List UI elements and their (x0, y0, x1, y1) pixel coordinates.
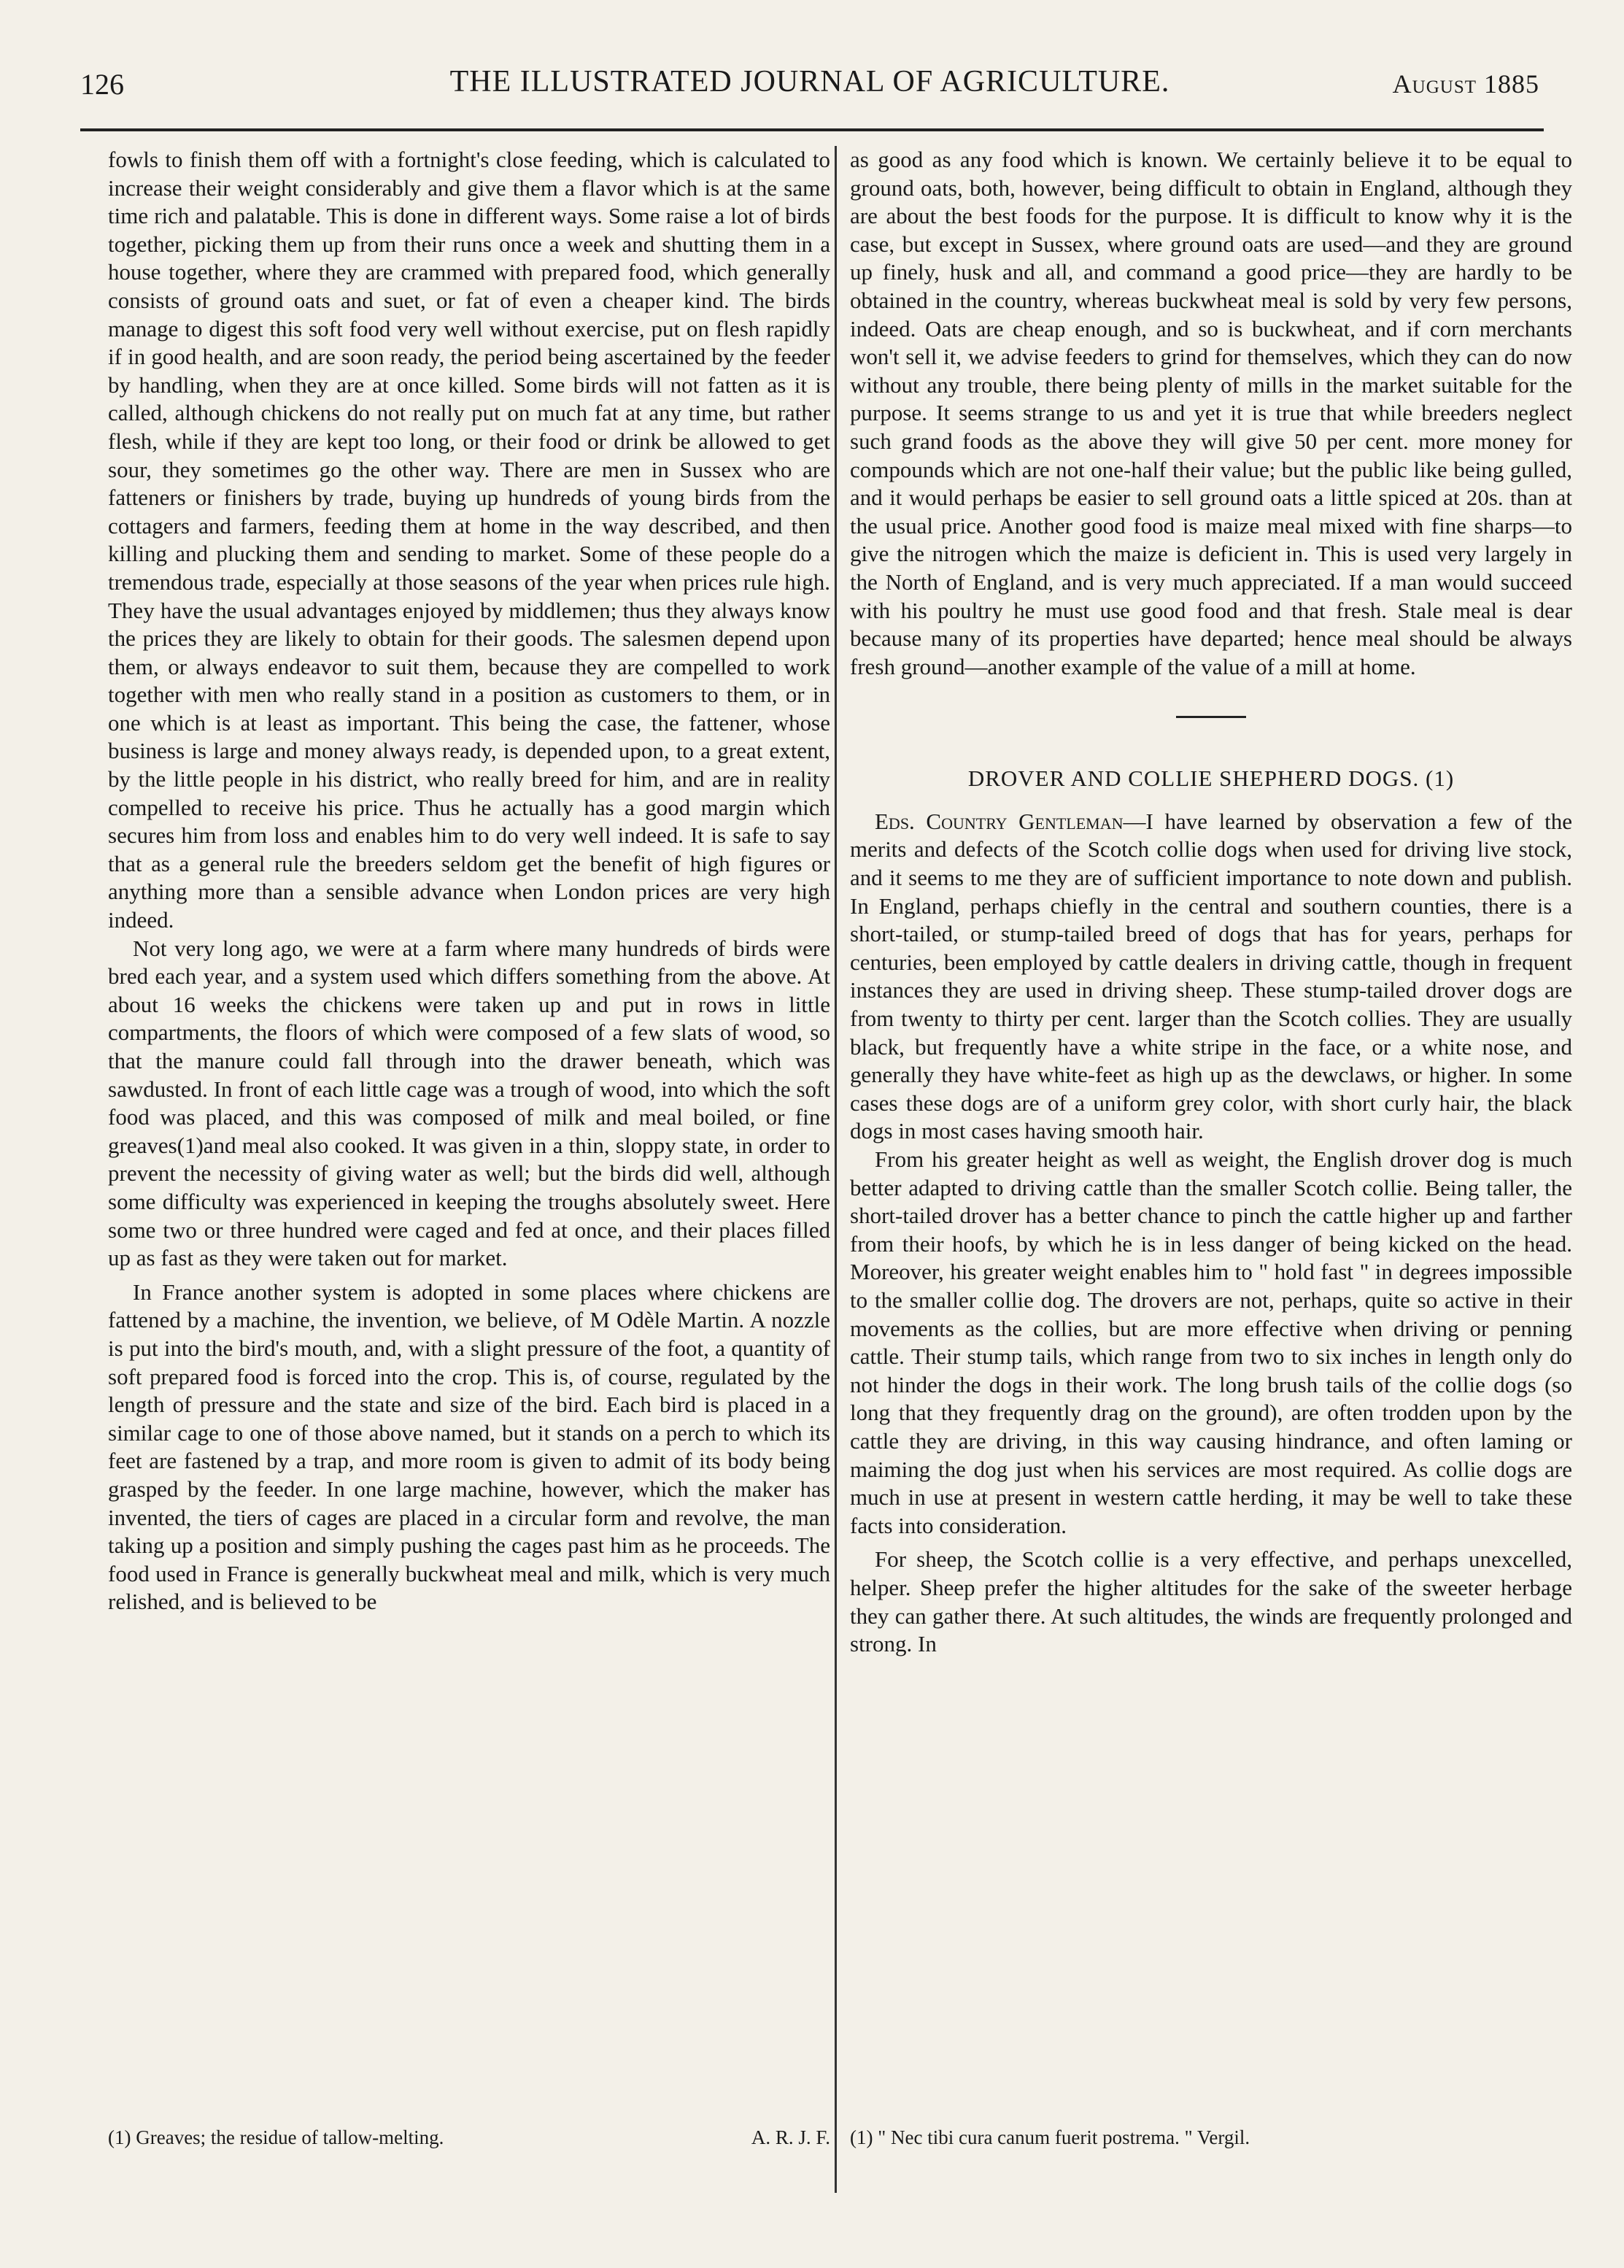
journal-title: THE ILLUSTRATED JOURNAL OF AGRICULTURE. (449, 65, 1170, 99)
salutation: Eds. Country Gentleman (875, 808, 1124, 834)
paragraph (850, 808, 1572, 1146)
footnote-signature: A. R. J. F. (751, 2126, 830, 2148)
page-header (80, 64, 1539, 108)
paragraph: For sheep, the Scotch collie is a very effective, and perhaps unexcelled, helper. Sheep prefer the higher altitudes for the sake of the sweeter herbage they can gather there. At such altitudes, the winds are frequently prolonged and strong. In (850, 1546, 1572, 1657)
paragraph: as good as any food which is known. We certainly believe it to be equal to ground oats, both, however, being difficult to obtain in England, although they are about the best foods for the purpose. It is difficult to know why it is the case, but except in Sussex, where ground oats are used—and they are ground up finely, husk and all, and command a good price—they are hardly to be obtained in the country, whereas buckwheat meal is sold by very few persons, indeed. Oats are cheap enough, and so is buckwheat, and if corn merchants won't sell it, we advise feeders to grind for themselves, which they can do now without any trouble, there being plenty of mills in the market suitable for the purpose. It seems strange to us and yet it is true that while breeders neglect such grand foods as the above they will give 50 per cent. more money for compounds which are not one-half their value; but the public like being gulled, and it would perhaps be easier to sell ground oats a little spiced at 20s. than at the usual price. Another good food is maize meal mixed with fine sharps—to give the nitrogen which the maize is deficient in. This is used very largely in the North of England, and is very much appreciated. If a man would succeed with his poultry he must use good food and that fresh. Stale meal is dear because many of its properties have departed; hence meal should be always fresh ground—another example of the value of a mill at home. (850, 147, 1572, 679)
right-column (850, 146, 1572, 1659)
section-title: DROVER AND COLLIE SHEPHERD DOGS. (1) (967, 765, 1455, 792)
left-column (108, 146, 830, 1616)
footnote-text: (1) " Nec tibi cura canum fuerit postrema. " Vergil. (850, 2126, 1250, 2148)
footnote-left (108, 2125, 830, 2150)
paragraph: Not very long ago, we were at a farm where many hundreds of birds were bred each year, and a system used which differs something from the above. At about 16 weeks the chickens were taken up and put in rows in little compartments, the floors of which were composed of a few slats of wood, so that the manure could fall through into the drawer beneath, which was sawdusted. In front of each little cage was a trough of wood, into which the soft food was placed, and this was composed of milk and meal boiled, or fine greaves(1)and meal also cooked. It was given in a thin, sloppy state, in order to prevent the necessity of giving water as well; but the birds did well, although some difficulty was experienced in keeping the troughs absolutely sweet. Here some two or three hundred were caged and fed at once, and their places filled up as fast as they were taken out for market. (108, 935, 830, 1271)
section-separator (1176, 716, 1246, 718)
paragraph: From his greater height as well as weight, the English drover dog is much better adapted to driving cattle than the smaller Scotch collie. Being taller, the short-tailed drover has a better chance to pinch the cattle higher up and farther from their hoofs, by which he is in less danger of being kicked on the head. Moreover, his greater weight enables him to " hold fast " in degrees impossible to the smaller collie dog. The drovers are not, perhaps, quite so active in their movements as the collies, but are more effective when driving or penning cattle. Their stump tails, which range from two to six inches in length only do not hinder the dogs in their work. The long brush tails of the collie dogs (so long that they frequently drag on the ground), are often trodden upon by the cattle they are driving, in this way causing hindrance, and often laming or maiming the dog just when his services are most required. As collie dogs are much in use at present in western cattle herding, it may be well to take these facts into consideration. (850, 1146, 1572, 1538)
header-rule (80, 128, 1544, 131)
footnote-text: (1) Greaves; the residue of tallow-melting. (108, 2126, 444, 2148)
footnote-right (850, 2125, 1572, 2150)
column-divider (835, 146, 837, 2193)
paragraph: In France another system is adopted in some places where chickens are fattened by a machine, the invention, we believe, of M Odèle Martin. A nozzle is put into the bird's mouth, and, with a slight pressure of the foot, a quantity of soft prepared food is forced into the crop. This is, of course, regulated by the length of pressure and the state and size of the bird. Each bird is placed in a similar cage to one of those above named, but it stands on a perch to which its feet are fastened by a trap, and more room is given to admit of its body being grasped by the feeder. In one large machine, however, which the maker has invented, the tiers of cages are placed in a circular form and revolve, the man taking up a position and simply pushing the cages past him as he proceeds. The food used in France is generally buckwheat meal and milk, which is very much relished, and is believed to be (108, 1278, 830, 1615)
page-number: 126 (80, 68, 124, 101)
paragraph-text: —I have learned by observation a few of the merits and defects of the Scotch collie dogs when used for driving live stock, and it seems to me they are of sufficient importance to note down and publish. In England, perhaps chiefly in the central and southern counties, there is a short-tailed, or stump-tailed breed of dogs that has for years, perhaps for centuries, been employed by cattle dealers in driving cattle, though in frequent instances they are used in driving sheep. These stump-tailed drover dogs are from twenty to thirty per cent. larger than the Scotch collies. They are usually black, but frequently have a white stripe in the face, or a white nose, and generally they have white-feet as high up as the dewclaws, or higher. In some cases these dogs are of a uniform grey color, with short curly hair, the black dogs in most cases having smooth hair. (850, 808, 1572, 1144)
paragraph: fowls to finish them off with a fortnight's close feeding, which is calculated to increase their weight considerably and give them a flavor which is at the same time rich and palatable. This is done in different ways. Some raise a lot of birds together, picking them up from their runs once a week and shutting them in a house together, where they are crammed with prepared food, which generally consists of ground oats and suet, or fat of even a cheaper kind. The birds manage to digest this soft food very well without exercise, put on flesh rapidly if in good health, and are soon ready, the period being ascertained by the feeder by handling, when they are at once killed. Some birds will not fatten as it is called, although chickens do not really put on much fat at any time, but rather flesh, while if they are kept too long, or their food or drink be allowed to get sour, they sometimes go the other way. There are men in Sussex who are fatteners or finishers by trade, buying up hundreds of young birds from the cottagers and farmers, feeding them at home in the way described, and then killing and plucking them and sending to market. Some of these people do a tremendous trade, especially at those seasons of the year when prices rule high. They have the usual advantages enjoyed by middlemen; thus they always know the prices they are likely to obtain for their goods. The salesmen depend upon them, or always endeavor to suit them, because they are compelled to work together with men who really stand in a position as customers to them, or in one which is at least as important. This being the case, the fattener, whose business is large and money always ready, is depended upon, to a great extent, by the little people in his district, who really breed for him, and are in reality compelled to receive his price. Thus he actually has a good margin which secures him from loss and enables him to do very well indeed. It is safe to say that as a general rule the breeders seldom get the benefit of high figures or anything more than a sensible advance when London prices are very high indeed. (108, 147, 830, 933)
issue-date: August 1885 (1392, 69, 1539, 99)
